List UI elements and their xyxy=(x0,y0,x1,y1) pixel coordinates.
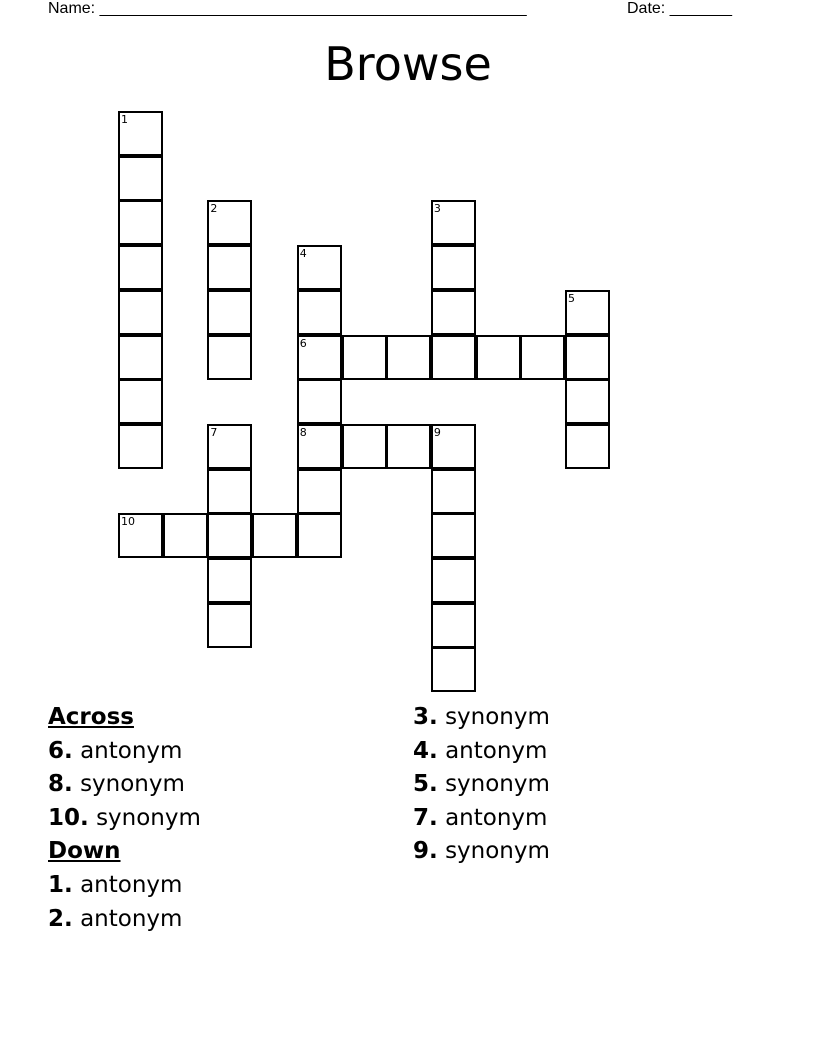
grid-cell[interactable] xyxy=(520,335,565,380)
grid-cell[interactable] xyxy=(207,290,252,335)
grid-cell[interactable] xyxy=(118,245,163,290)
grid-cell[interactable] xyxy=(207,603,252,648)
cell-number: 2 xyxy=(210,202,218,216)
name-blank: ________________________________________________ xyxy=(99,0,527,17)
grid-cell[interactable] xyxy=(297,335,342,380)
clue-across-6 xyxy=(48,735,201,769)
clue-text: antonym xyxy=(445,804,548,831)
clue-down-7 xyxy=(413,802,550,836)
grid-cell[interactable] xyxy=(431,513,476,558)
down-heading: Down xyxy=(48,838,121,865)
grid-cell[interactable] xyxy=(207,200,252,245)
grid-cell[interactable] xyxy=(207,424,252,469)
grid-cell[interactable] xyxy=(207,335,252,380)
grid-cell[interactable] xyxy=(297,424,342,469)
cell-number: 10 xyxy=(121,515,135,529)
grid-cell[interactable] xyxy=(431,335,476,380)
grid-cell[interactable] xyxy=(207,558,252,603)
grid-cell[interactable] xyxy=(297,245,342,290)
grid-cell[interactable] xyxy=(431,290,476,335)
grid-cell[interactable] xyxy=(431,558,476,603)
cell-number: 4 xyxy=(299,247,307,261)
grid-cell[interactable] xyxy=(565,335,610,380)
puzzle-title: Browse xyxy=(324,37,492,91)
grid-cell[interactable] xyxy=(342,424,387,469)
clue-down-4 xyxy=(413,735,550,769)
name-label: Name: xyxy=(48,0,96,17)
date-blank: _______ xyxy=(669,0,732,17)
grid-cell[interactable] xyxy=(207,245,252,290)
clue-number: 1. xyxy=(48,871,73,898)
clue-down-1 xyxy=(48,869,201,903)
grid-cell[interactable] xyxy=(118,290,163,335)
grid-cell[interactable] xyxy=(297,379,342,424)
clue-number: 8. xyxy=(48,771,73,798)
clue-text: synonym xyxy=(445,704,550,730)
grid-cell[interactable] xyxy=(297,290,342,335)
cell-number: 1 xyxy=(121,113,128,126)
grid-cell[interactable] xyxy=(565,424,610,469)
clue-text: synonym xyxy=(445,771,550,798)
date-label: Date: xyxy=(627,0,666,17)
clue-number: 5. xyxy=(413,771,438,798)
grid-cell[interactable] xyxy=(431,245,476,290)
clue-across-10 xyxy=(48,802,201,836)
grid-cell[interactable] xyxy=(207,469,252,514)
grid-cell[interactable] xyxy=(252,513,297,558)
across-heading: Across xyxy=(48,704,134,730)
cell-number: 7 xyxy=(210,425,218,439)
grid-cell[interactable] xyxy=(431,469,476,514)
clue-down-2 xyxy=(48,903,201,937)
clue-number: 7. xyxy=(413,804,438,831)
cell-number: 9 xyxy=(433,425,441,439)
date-field xyxy=(627,0,732,18)
clue-number: 3. xyxy=(413,704,438,730)
grid-cell[interactable] xyxy=(297,469,342,514)
grid-cell[interactable] xyxy=(118,156,163,201)
grid-cell[interactable] xyxy=(118,111,163,156)
clue-down-5 xyxy=(413,768,550,802)
clue-number: 4. xyxy=(413,737,438,764)
clue-number: 9. xyxy=(413,838,438,865)
clue-text: synonym xyxy=(445,838,550,865)
grid-cell[interactable] xyxy=(118,424,163,469)
grid-cell[interactable] xyxy=(118,513,163,558)
clue-down-3 xyxy=(413,701,550,735)
grid-cell[interactable] xyxy=(431,647,476,692)
cell-number: 5 xyxy=(568,291,575,305)
grid-cell[interactable] xyxy=(386,335,431,380)
grid-cell[interactable] xyxy=(565,290,610,335)
clue-across-8 xyxy=(48,768,201,802)
clue-number: 10. xyxy=(48,804,89,831)
grid-cell[interactable] xyxy=(118,379,163,424)
cell-number: 6 xyxy=(299,336,307,350)
grid-cell[interactable] xyxy=(476,335,521,380)
grid-cell[interactable] xyxy=(118,335,163,380)
grid-cell[interactable] xyxy=(565,379,610,424)
cell-number: 8 xyxy=(299,425,307,439)
clue-text: synonym xyxy=(96,804,201,831)
grid-cell[interactable] xyxy=(386,424,431,469)
clue-text: antonym xyxy=(80,905,183,932)
cell-number: 3 xyxy=(433,202,441,216)
grid-cell[interactable] xyxy=(297,513,342,558)
clue-text: antonym xyxy=(80,737,183,764)
grid-cell[interactable] xyxy=(207,513,252,558)
grid-cell[interactable] xyxy=(118,200,163,245)
grid-cell[interactable] xyxy=(342,335,387,380)
clue-text: antonym xyxy=(80,871,183,898)
clue-text: synonym xyxy=(80,771,185,798)
clue-down-9 xyxy=(413,835,550,869)
clue-number: 2. xyxy=(48,905,73,932)
grid-cell[interactable] xyxy=(163,513,208,558)
clue-number: 6. xyxy=(48,737,73,764)
grid-cell[interactable] xyxy=(431,200,476,245)
clue-text: antonym xyxy=(445,737,548,764)
grid-cell[interactable] xyxy=(431,603,476,648)
name-field xyxy=(48,0,527,18)
grid-cell[interactable] xyxy=(431,424,476,469)
clues-right-column xyxy=(413,701,550,869)
clues-left-column xyxy=(48,701,201,936)
